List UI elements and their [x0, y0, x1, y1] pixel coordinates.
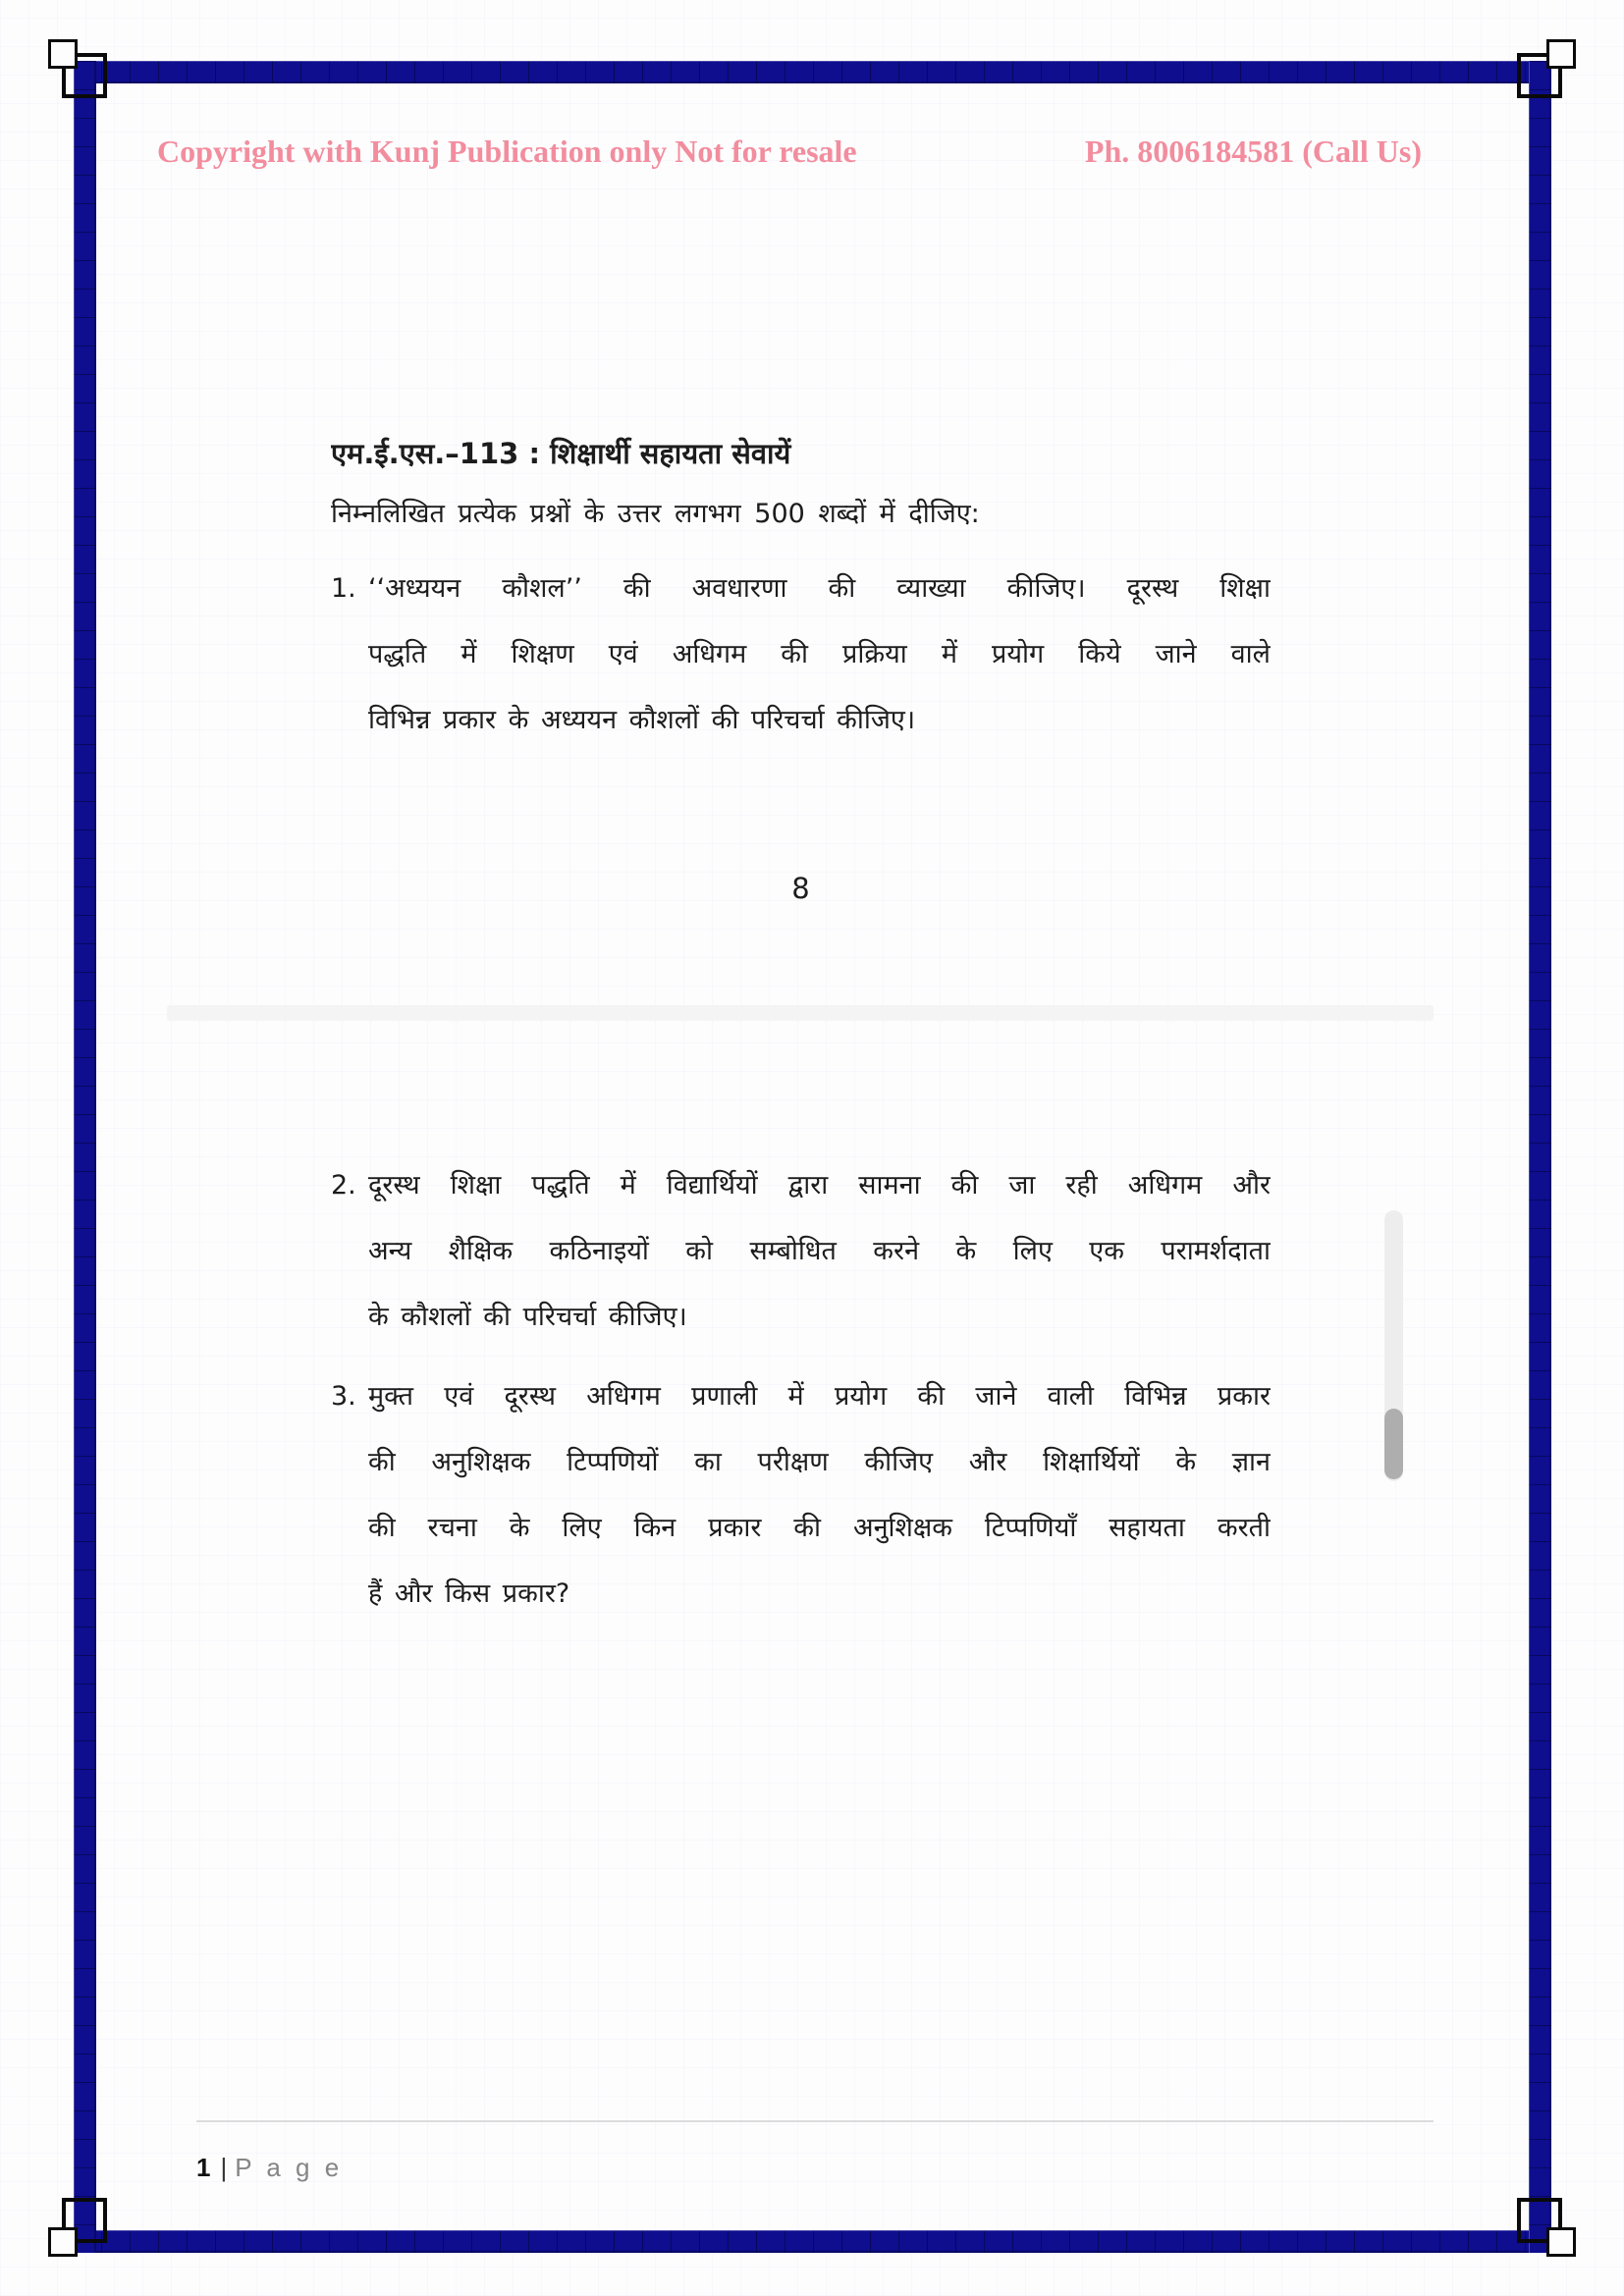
- scrollbar-thumb[interactable]: [1384, 1409, 1403, 1479]
- scanned-page-number: 8: [791, 872, 810, 905]
- question-line: हैं और किस प्रकार?: [368, 1578, 570, 1609]
- copyright-banner: [157, 133, 1422, 170]
- corner-square-icon: [48, 39, 78, 69]
- frame-corner-ornament-bottom-left: [48, 2200, 105, 2257]
- question-line: ‘‘अध्ययन कौशल’’ की अवधारणा की व्याख्या कीजिए। दूरस्थ शिक्षा: [368, 573, 1271, 604]
- page-break-divider: [167, 1005, 1434, 1020]
- copyright-text: Copyright with Kunj Publication only Not for resale: [157, 133, 857, 169]
- phone-text: Ph. 8006184581 (Call Us): [1084, 133, 1422, 169]
- question-2: [331, 1152, 1271, 1350]
- corner-square-icon: [1546, 39, 1576, 69]
- footer-page-number: 1: [196, 2153, 213, 2182]
- page-border-right: [1529, 61, 1551, 2253]
- footer-page-word: P a g e: [235, 2153, 344, 2182]
- instruction-line: निम्नलिखित प्रत्येक प्रश्नों के उत्तर लगभग 500 शब्दों में दीजिए:: [331, 499, 980, 529]
- question-number: 2.: [331, 1170, 356, 1201]
- question-1: [331, 556, 1271, 753]
- footer-separator: |: [220, 2153, 228, 2182]
- question-line: दूरस्थ शिक्षा पद्धति में विद्यार्थियों द्वारा सामना की जा रही अधिगम और: [368, 1170, 1271, 1201]
- question-line: पद्धति में शिक्षण एवं अधिगम की प्रक्रिया में प्रयोग किये जाने वाले: [368, 639, 1271, 669]
- question-line: की रचना के लिए किन प्रकार की अनुशिक्षक टिप्पणियाँ सहायता करती: [368, 1513, 1271, 1543]
- question-line: की अनुशिक्षक टिप्पणियों का परीक्षण कीजिए और शिक्षार्थियों के ज्ञान: [368, 1447, 1271, 1477]
- question-line: के कौशलों की परिचर्चा कीजिए।: [368, 1302, 687, 1332]
- page-border-top: [74, 61, 1551, 83]
- corner-square-icon: [1546, 2227, 1576, 2257]
- page-border-left: [74, 61, 96, 2253]
- page-border-bottom: [74, 2230, 1551, 2253]
- question-line: विभिन्न प्रकार के अध्ययन कौशलों की परिचर्चा कीजिए।: [368, 705, 916, 735]
- question-line: अन्य शैक्षिक कठिनाइयों को सम्बोधित करने के लिए एक परामर्शदाता: [368, 1236, 1271, 1266]
- scrollbar-track[interactable]: [1384, 1210, 1403, 1481]
- question-number: 1.: [331, 573, 356, 604]
- corner-square-icon: [48, 2227, 78, 2257]
- frame-corner-ornament-top-left: [48, 39, 105, 96]
- question-line: मुक्त एवं दूरस्थ अधिगम प्रणाली में प्रयोग की जाने वाली विभिन्न प्रकार: [368, 1381, 1271, 1412]
- question-number: 3.: [331, 1381, 356, 1412]
- question-3: [331, 1363, 1271, 1627]
- footer-separator-line: [196, 2120, 1434, 2122]
- frame-corner-ornament-bottom-right: [1519, 2200, 1576, 2257]
- frame-corner-ornament-top-right: [1519, 39, 1576, 96]
- course-title: एम.ई.एस.–113 : शिक्षार्थी सहायता सेवायें: [331, 437, 791, 470]
- page-footer: [196, 2150, 343, 2185]
